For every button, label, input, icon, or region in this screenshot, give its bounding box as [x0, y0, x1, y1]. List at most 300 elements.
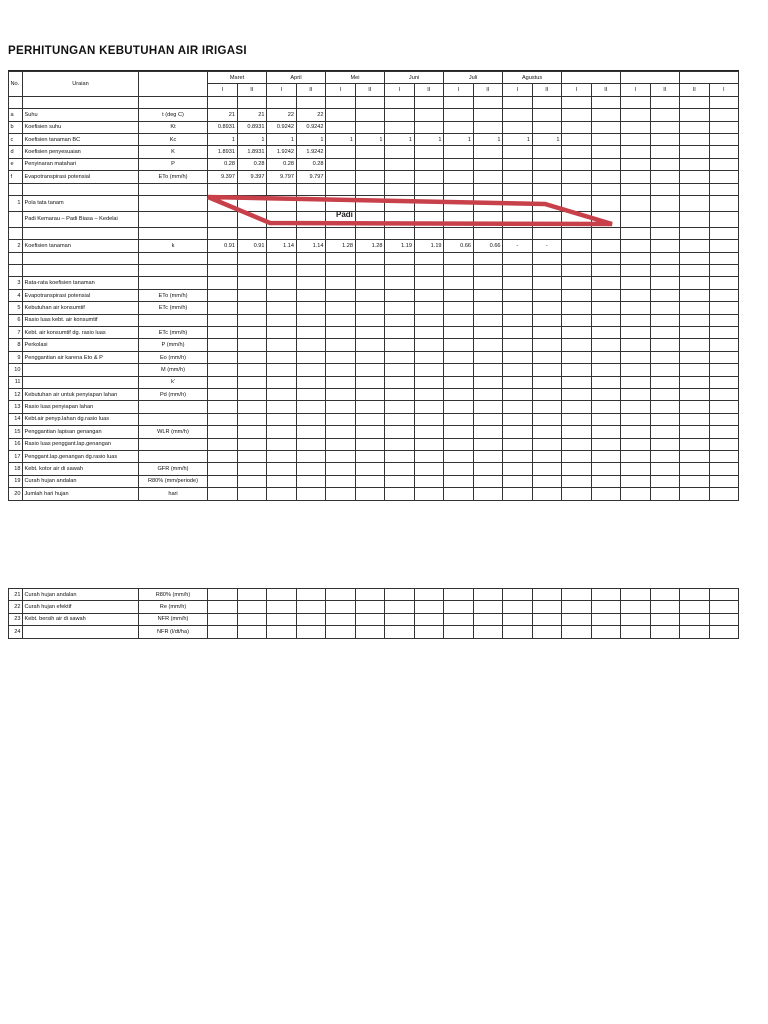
value-cell — [503, 376, 533, 388]
empty-cell — [267, 96, 297, 108]
value-cell — [709, 339, 739, 351]
value-cell — [208, 289, 238, 301]
empty-cell — [532, 227, 562, 239]
value-cell — [385, 351, 415, 363]
value-cell — [562, 302, 592, 314]
value-cell — [355, 438, 385, 450]
value-cell — [621, 327, 651, 339]
value-cell — [621, 364, 651, 376]
value-cell: 1.19 — [414, 240, 444, 252]
value-cell — [355, 327, 385, 339]
value-cell — [532, 388, 562, 400]
row-label: Jumlah hari hujan — [23, 488, 139, 500]
value-cell — [208, 376, 238, 388]
value-cell — [414, 413, 444, 425]
value-cell — [444, 413, 474, 425]
empty-cell — [444, 183, 474, 195]
value-cell — [503, 146, 533, 158]
value-cell: 1 — [532, 133, 562, 145]
value-cell — [355, 613, 385, 625]
empty-cell — [385, 96, 415, 108]
value-cell — [385, 158, 415, 170]
empty-cell — [9, 96, 23, 108]
value-cell — [385, 314, 415, 326]
value-cell — [621, 339, 651, 351]
value-cell — [709, 376, 739, 388]
value-cell — [503, 171, 533, 183]
value-cell — [385, 302, 415, 314]
value-cell — [208, 351, 238, 363]
value-cell — [208, 314, 238, 326]
value-cell — [503, 327, 533, 339]
value-cell — [650, 488, 680, 500]
table-row — [9, 475, 739, 487]
empty-cell — [709, 265, 739, 277]
value-cell — [326, 314, 356, 326]
value-cell — [444, 289, 474, 301]
value-cell — [296, 388, 326, 400]
row-label: Koefisien penyesuaian — [23, 146, 139, 158]
empty-cell — [444, 211, 474, 227]
value-cell — [444, 171, 474, 183]
value-cell — [237, 302, 267, 314]
row-label: Kebt. air konsumtif dg. rasio luas — [23, 327, 139, 339]
row-number: 12 — [9, 388, 23, 400]
empty-cell — [444, 252, 474, 264]
value-cell — [385, 613, 415, 625]
value-cell — [326, 450, 356, 462]
value-cell — [591, 613, 621, 625]
empty-cell — [414, 265, 444, 277]
value-cell — [621, 121, 651, 133]
row-number: 18 — [9, 463, 23, 475]
empty-cell — [591, 252, 621, 264]
value-cell — [296, 601, 326, 613]
value-cell — [621, 277, 651, 289]
empty-cell — [326, 227, 356, 239]
value-cell: - — [532, 240, 562, 252]
value-cell: 1 — [208, 133, 238, 145]
value-cell — [562, 158, 592, 170]
table-row — [9, 302, 739, 314]
empty-cell — [591, 265, 621, 277]
row-label — [23, 626, 139, 638]
value-cell: 0.66 — [444, 240, 474, 252]
value-cell — [680, 171, 710, 183]
value-cell — [562, 109, 592, 121]
value-cell — [326, 302, 356, 314]
value-cell — [562, 277, 592, 289]
value-cell — [355, 314, 385, 326]
value-cell: 0.91 — [237, 240, 267, 252]
value-cell — [591, 626, 621, 638]
pattern-label: Padi Kemarau – Padi Biasa – Kedelai — [23, 211, 139, 227]
value-cell — [650, 277, 680, 289]
value-cell — [326, 351, 356, 363]
value-cell — [326, 376, 356, 388]
value-cell — [562, 351, 592, 363]
empty-cell — [650, 183, 680, 195]
row-number: 1 — [9, 195, 23, 211]
value-cell — [562, 613, 592, 625]
value-cell — [267, 601, 297, 613]
value-cell — [355, 146, 385, 158]
value-cell — [414, 601, 444, 613]
value-cell — [650, 327, 680, 339]
value-cell: 1 — [237, 133, 267, 145]
value-cell — [296, 475, 326, 487]
row-unit — [139, 277, 208, 289]
value-cell — [414, 121, 444, 133]
value-cell — [650, 601, 680, 613]
value-cell — [680, 475, 710, 487]
row-label: Penggant.lap.genangan dg.rasio luas — [23, 450, 139, 462]
value-cell — [709, 401, 739, 413]
header-period: II — [355, 84, 385, 96]
value-cell — [296, 401, 326, 413]
value-cell — [355, 463, 385, 475]
value-cell — [621, 388, 651, 400]
row-label: Penggantian lapisan genangan — [23, 426, 139, 438]
value-cell — [503, 289, 533, 301]
value-cell — [650, 302, 680, 314]
value-cell — [503, 158, 533, 170]
value-cell: 0.28 — [208, 158, 238, 170]
value-cell — [414, 302, 444, 314]
value-cell — [444, 613, 474, 625]
value-cell — [473, 121, 503, 133]
value-cell — [680, 401, 710, 413]
value-cell — [473, 413, 503, 425]
value-cell — [680, 613, 710, 625]
row-unit: k — [139, 240, 208, 252]
header-month: Juli — [444, 72, 503, 84]
value-cell — [621, 376, 651, 388]
spacer-row — [9, 227, 739, 239]
value-cell — [709, 463, 739, 475]
empty-cell — [532, 96, 562, 108]
value-cell — [355, 277, 385, 289]
value-cell — [444, 351, 474, 363]
value-cell — [385, 327, 415, 339]
value-cell — [562, 364, 592, 376]
header-period: II — [650, 84, 680, 96]
row-unit: ETo (mm/h) — [139, 171, 208, 183]
value-cell — [237, 626, 267, 638]
value-cell — [650, 171, 680, 183]
value-cell — [591, 133, 621, 145]
value-cell — [621, 133, 651, 145]
row-unit — [139, 401, 208, 413]
value-cell: 9.397 — [208, 171, 238, 183]
empty-cell — [296, 195, 326, 211]
empty-cell — [503, 227, 533, 239]
value-cell — [621, 158, 651, 170]
value-cell — [532, 327, 562, 339]
value-cell — [267, 426, 297, 438]
row-label: Koefisien tanaman — [23, 240, 139, 252]
row-unit: ETc (mm/h) — [139, 327, 208, 339]
empty-cell — [621, 183, 651, 195]
value-cell — [562, 475, 592, 487]
empty-cell — [139, 195, 208, 211]
value-cell — [473, 488, 503, 500]
empty-cell — [326, 96, 356, 108]
value-cell — [444, 388, 474, 400]
value-cell — [385, 413, 415, 425]
empty-cell — [139, 211, 208, 227]
value-cell — [355, 351, 385, 363]
value-cell — [237, 613, 267, 625]
value-cell — [650, 438, 680, 450]
value-cell — [473, 475, 503, 487]
value-cell — [444, 327, 474, 339]
table-row — [9, 589, 739, 601]
row-unit — [139, 413, 208, 425]
value-cell — [385, 109, 415, 121]
value-cell — [237, 289, 267, 301]
value-cell — [267, 475, 297, 487]
empty-cell — [296, 96, 326, 108]
value-cell — [532, 613, 562, 625]
value-cell — [680, 450, 710, 462]
empty-cell — [562, 195, 592, 211]
empty-cell — [709, 96, 739, 108]
value-cell — [503, 413, 533, 425]
empty-cell — [562, 211, 592, 227]
value-cell — [296, 426, 326, 438]
value-cell — [326, 277, 356, 289]
value-cell — [650, 463, 680, 475]
value-cell: 1.28 — [326, 240, 356, 252]
value-cell — [532, 438, 562, 450]
value-cell — [208, 463, 238, 475]
value-cell — [591, 426, 621, 438]
empty-cell — [355, 183, 385, 195]
value-cell: 1.28 — [355, 240, 385, 252]
table-row — [9, 601, 739, 613]
row-number: 5 — [9, 302, 23, 314]
value-cell — [680, 426, 710, 438]
value-cell — [414, 277, 444, 289]
value-cell — [532, 339, 562, 351]
value-cell — [621, 601, 651, 613]
value-cell — [385, 339, 415, 351]
value-cell: 1 — [473, 133, 503, 145]
value-cell — [562, 401, 592, 413]
value-cell — [414, 339, 444, 351]
empty-cell — [139, 183, 208, 195]
header-month — [621, 72, 680, 84]
value-cell — [532, 450, 562, 462]
empty-cell — [562, 183, 592, 195]
value-cell: 1 — [296, 133, 326, 145]
empty-cell — [680, 96, 710, 108]
value-cell — [296, 289, 326, 301]
value-cell — [296, 376, 326, 388]
value-cell — [473, 601, 503, 613]
empty-cell — [208, 252, 238, 264]
value-cell — [208, 364, 238, 376]
value-cell — [414, 450, 444, 462]
table-row — [9, 109, 739, 121]
empty-cell — [650, 195, 680, 211]
value-cell — [296, 613, 326, 625]
empty-cell — [267, 195, 297, 211]
value-cell — [680, 277, 710, 289]
value-cell — [532, 314, 562, 326]
value-cell — [680, 413, 710, 425]
value-cell — [562, 289, 592, 301]
value-cell — [385, 426, 415, 438]
table-row — [9, 121, 739, 133]
value-cell — [680, 109, 710, 121]
table-row — [9, 626, 739, 638]
value-cell — [237, 339, 267, 351]
empty-cell — [414, 96, 444, 108]
value-cell — [562, 601, 592, 613]
empty-cell — [208, 265, 238, 277]
value-cell — [709, 601, 739, 613]
value-cell — [208, 413, 238, 425]
header-period: II — [591, 84, 621, 96]
value-cell: 0.8931 — [208, 121, 238, 133]
row-number: a — [9, 109, 23, 121]
empty-cell — [326, 252, 356, 264]
value-cell: 1.8931 — [237, 146, 267, 158]
value-cell — [562, 171, 592, 183]
value-cell — [414, 438, 444, 450]
empty-cell — [23, 252, 139, 264]
row-unit: R80% (mm/periode) — [139, 475, 208, 487]
value-cell — [267, 626, 297, 638]
empty-cell — [444, 227, 474, 239]
value-cell — [650, 314, 680, 326]
empty-cell — [473, 265, 503, 277]
value-cell — [591, 413, 621, 425]
value-cell — [562, 388, 592, 400]
value-cell — [296, 589, 326, 601]
value-cell — [355, 589, 385, 601]
value-cell — [414, 613, 444, 625]
empty-cell — [444, 96, 474, 108]
value-cell: 0.9242 — [296, 121, 326, 133]
value-cell — [267, 314, 297, 326]
value-cell — [621, 171, 651, 183]
value-cell: - — [503, 240, 533, 252]
row-number: 20 — [9, 488, 23, 500]
empty-cell — [139, 96, 208, 108]
value-cell — [473, 426, 503, 438]
value-cell — [680, 289, 710, 301]
empty-cell — [650, 227, 680, 239]
value-cell — [503, 450, 533, 462]
value-cell — [621, 302, 651, 314]
row-unit: Kc — [139, 133, 208, 145]
value-cell — [591, 339, 621, 351]
empty-cell — [591, 183, 621, 195]
value-cell — [591, 376, 621, 388]
value-cell — [591, 475, 621, 487]
header-period: II — [680, 84, 710, 96]
value-cell — [355, 601, 385, 613]
header-period: I — [444, 84, 474, 96]
value-cell — [621, 626, 651, 638]
value-cell — [680, 146, 710, 158]
value-cell — [503, 475, 533, 487]
empty-cell — [709, 227, 739, 239]
value-cell — [355, 289, 385, 301]
value-cell: 1.9242 — [296, 146, 326, 158]
value-cell — [562, 121, 592, 133]
table-row — [9, 146, 739, 158]
value-cell — [267, 277, 297, 289]
header-month: April — [267, 72, 326, 84]
value-cell — [621, 351, 651, 363]
value-cell — [591, 240, 621, 252]
value-cell — [385, 601, 415, 613]
value-cell — [562, 133, 592, 145]
row-label: Curah hujan andalan — [23, 589, 139, 601]
table-row — [9, 314, 739, 326]
empty-cell — [532, 265, 562, 277]
value-cell — [414, 289, 444, 301]
value-cell — [680, 589, 710, 601]
value-cell: 9.397 — [237, 171, 267, 183]
value-cell — [709, 388, 739, 400]
value-cell — [208, 613, 238, 625]
empty-cell — [444, 265, 474, 277]
empty-cell — [267, 265, 297, 277]
value-cell — [503, 314, 533, 326]
value-cell — [444, 146, 474, 158]
empty-cell — [709, 183, 739, 195]
row-number: b — [9, 121, 23, 133]
value-cell — [414, 327, 444, 339]
value-cell — [385, 146, 415, 158]
value-cell — [326, 488, 356, 500]
empty-cell — [237, 96, 267, 108]
empty-cell — [532, 211, 562, 227]
value-cell — [267, 327, 297, 339]
empty-cell — [562, 96, 592, 108]
table-row — [9, 351, 739, 363]
value-cell — [680, 601, 710, 613]
value-cell: 1.9242 — [267, 146, 297, 158]
value-cell — [326, 121, 356, 133]
empty-cell — [267, 183, 297, 195]
header-month — [680, 72, 739, 84]
header-period: II — [237, 84, 267, 96]
row-label: Kebutuhan air untuk penyiapan lahan — [23, 388, 139, 400]
value-cell — [473, 314, 503, 326]
value-cell — [237, 364, 267, 376]
value-cell — [503, 121, 533, 133]
value-cell — [414, 314, 444, 326]
row-unit: Kt — [139, 121, 208, 133]
value-cell — [650, 133, 680, 145]
value-cell — [709, 589, 739, 601]
value-cell — [650, 109, 680, 121]
row-number: 4 — [9, 289, 23, 301]
value-cell — [237, 277, 267, 289]
header-period: I — [709, 84, 739, 96]
row-number: 21 — [9, 589, 23, 601]
crop-label-padi: Padi — [336, 210, 353, 219]
value-cell — [473, 146, 503, 158]
value-cell — [532, 364, 562, 376]
row-number: 16 — [9, 438, 23, 450]
